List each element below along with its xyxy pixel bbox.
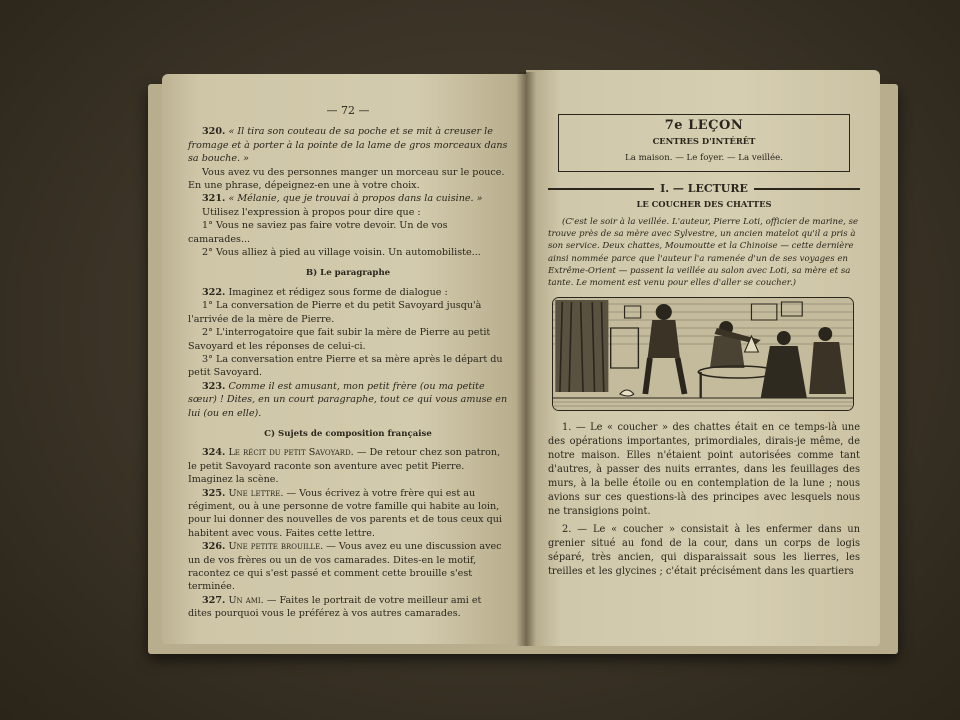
reading-intro: (C'est le soir à la veillée. L'auteur, Pierre Loti, officier de marine, se trouve près de sa mère avec Sylvestre, un ancien matelot qu'il a pris à son service. Deux chattes, Moumoutte et la Chinoise — cette dernière ainsi nommée parce que l'auteur l'a ramenée d'un de ses voyages en Extrême-Orient — passent la veillée au salon avec Loti, sa mère et sa tante. Le moment est venu pour elles d'aller se coucher.) — [548, 217, 859, 289]
heading-rule — [754, 188, 860, 190]
exercise-number: 320. — [202, 126, 226, 138]
exercise-text: — Vous écrivez à votre frère qui est au régiment, ou à une personne de votre famille qui habite au loin, pour lui donner des nouvelles de vos parents et de tous ceux qui habitent avec vous. Faites cette lettre. — [188, 487, 502, 539]
exercise-text: Imaginez et rédigez sous forme de dialogue : — [228, 286, 448, 298]
exercise-title: Un ami. — [228, 594, 264, 606]
left-page — [162, 74, 526, 644]
exercise-number: 327. — [202, 594, 226, 606]
lesson-subtitle: CENTRES D'INTÉRÊT — [652, 136, 756, 147]
exercise-title: Une petite brouille. — [228, 541, 324, 553]
exercise-text: 3° La conversation entre Pierre et sa mère après le départ du petit Savoyard. — [188, 353, 503, 379]
section-heading-b: B) Le paragraphe — [305, 268, 391, 279]
exercise-text: 1° La conversation de Pierre et du petit Savoyard jusqu'à l'arrivée de la mère de Pierre. — [188, 300, 482, 325]
reading-paragraph: 1. — Le « coucher » des chattes était en ce temps-là une des opérations importantes, primordiales, dirais-je même, de notre maison. Elles n'étaient point autorisées comme tant d'autres, à passer des nuits errantes, dans les feuillages des murs, à la belle étoile ou en contemplation de la lune ; nous avions sur ces questions-là des principes avec lesquels nous ne transigions point. — [548, 422, 860, 518]
exercise-text: 2° Vous alliez à pied au village voisin. Un automobiliste... — [202, 247, 481, 259]
lesson-title: 7e LEÇON — [664, 118, 744, 133]
exercise-text: 1° Vous ne saviez pas faire votre devoir. Un de vos camarades... — [188, 220, 448, 245]
exercise-text: Vous avez vu des personnes manger un morceau sur le pouce. En une phrase, dépeignez-en une à votre choix. — [188, 166, 505, 192]
reading-heading-text: I. — LECTURE — [660, 182, 748, 196]
open-book — [148, 62, 898, 662]
exercise-title: Une lettre. — [228, 487, 284, 499]
exercise-number: 326. — [202, 541, 226, 553]
heading-rule — [548, 188, 654, 190]
section-heading-c: C) Sujets de composition française — [264, 428, 432, 439]
illustration-drawing — [553, 298, 853, 410]
exercise-text: — De retour chez son patron, le petit Savoyard raconte son aventure avec petit Pierre. Imaginez la scène. — [188, 447, 501, 486]
exercise-number: 324. — [202, 447, 226, 459]
exercise-number: 322. — [202, 286, 226, 298]
exercise-text: « Il tira son couteau de sa poche et se mit à creuser le fromage et à porter à la pointe de la lame de gros morceaux dans sa bouche. » — [188, 126, 508, 165]
page-number: — 72 — — [326, 104, 370, 117]
exercise-number: 325. — [202, 487, 226, 499]
reading-paragraph: 2. — Le « coucher » consistait à les enfermer dans un grenier situé au fond de la cour, dans un corps de logis séparé, très ancien, qui disparaissait sous les lierres, les treilles et les glycines ; c'était précisément dans les quartiers — [548, 524, 860, 578]
exercise-number: 323. — [202, 380, 226, 392]
exercise-text: « Mélanie, que je trouvai à propos dans la cuisine. » — [228, 193, 483, 205]
engraving-illustration — [552, 297, 854, 411]
exercise-number: 321. — [202, 193, 226, 205]
exercise-text: — Vous avez eu une discussion avec un de vos frères ou un de vos camarades. Dites-en le motif, racontez ce qui s'est passé et comment cette brouille s'est terminée. — [188, 541, 502, 593]
exercise-text: Comme il est amusant, mon petit frère (ou ma petite sœur) ! Dites, en un court paragraphe, tout ce qui vous amuse en lui (ou en elle). — [188, 380, 508, 419]
right-page — [526, 70, 880, 646]
right-page-content — [548, 114, 860, 583]
exercise-title: Le récit du petit Savoyard. — [228, 447, 354, 459]
lesson-header-box — [558, 114, 850, 172]
exercise-text: Utilisez l'expression à propos pour dire que : — [202, 206, 421, 218]
lesson-themes: La maison. — Le foyer. — La veillée. — [625, 152, 783, 163]
book-gutter — [516, 72, 536, 646]
reading-title: LE COUCHER DES CHATTES — [636, 198, 772, 209]
reading-body — [548, 421, 860, 579]
reading-heading — [548, 182, 860, 195]
exercise-text: — Faites le portrait de votre meilleur ami et dites pourquoi vous le préférez à vos autres camarades. — [188, 594, 482, 620]
left-page-content — [188, 104, 508, 644]
exercise-text: 2° L'interrogatoire que fait subir la mère de Pierre au petit Savoyard et les réponses de celui-ci. — [188, 327, 491, 352]
